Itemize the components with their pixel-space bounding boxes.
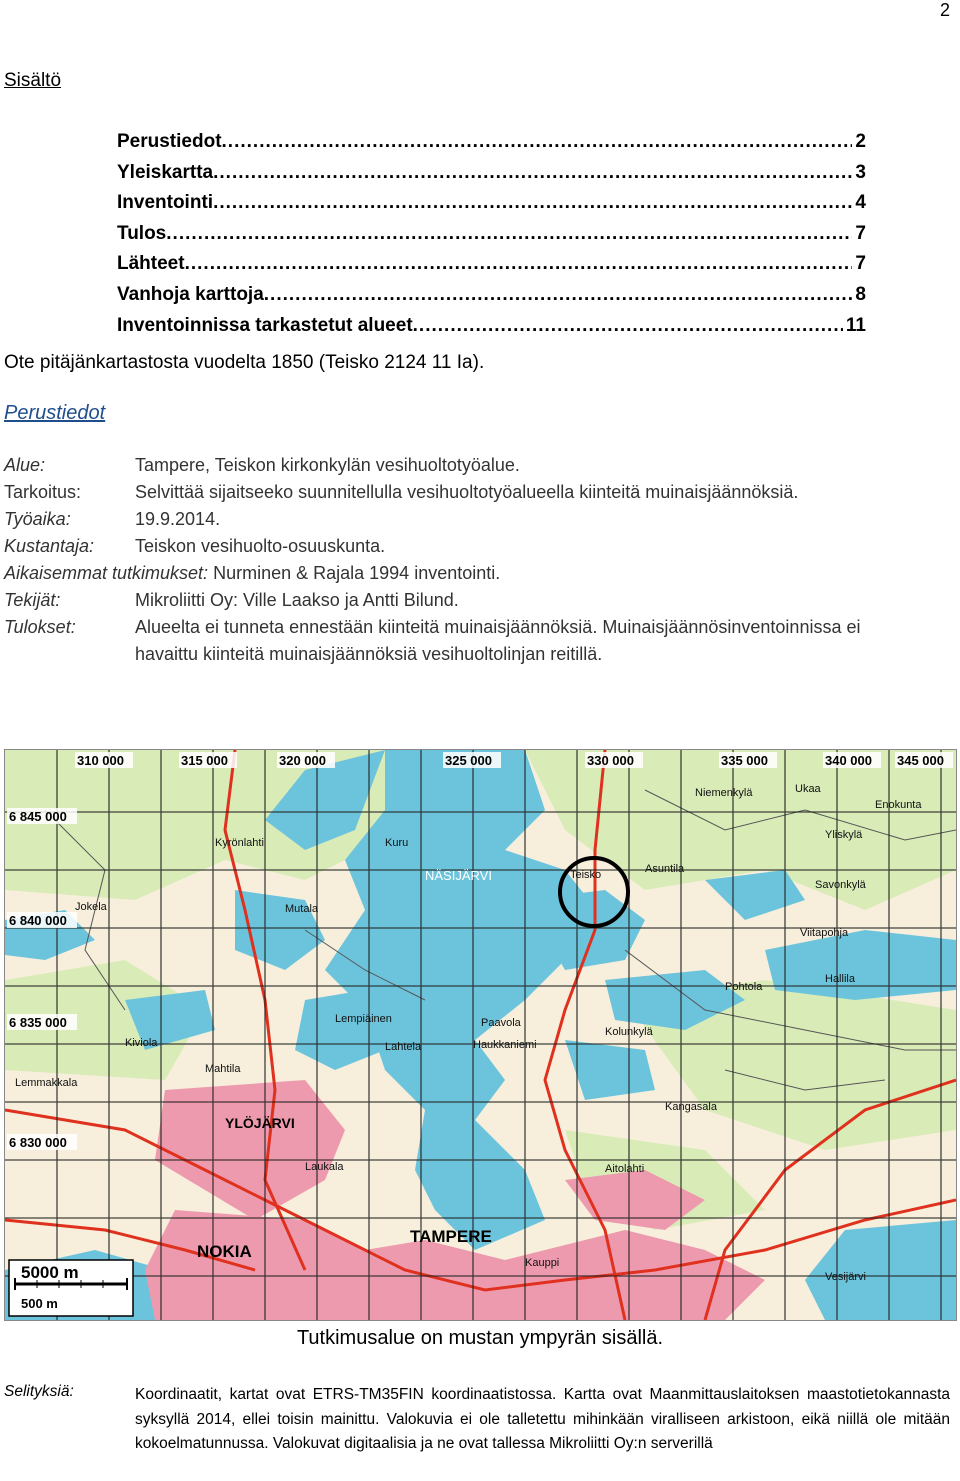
place-label: Lempiäinen <box>335 1013 392 1025</box>
info-key: Työaika: <box>4 509 71 529</box>
info-key: Tulokset: <box>4 617 76 637</box>
info-value: 19.9.2014. <box>135 509 221 529</box>
toc-entry[interactable] <box>117 249 866 280</box>
toc-entry-label: Inventoinnissa tarkastetut alueet <box>117 314 413 336</box>
overview-map <box>4 749 957 1321</box>
info-row-tarkoitus <box>4 479 954 506</box>
toc-entry-page: 7 <box>855 253 866 275</box>
toc-entry-label: Inventointi <box>117 192 214 214</box>
info-value: Mikroliitti Oy: Ville Laakso ja Antti Bilund. <box>135 590 459 610</box>
info-row-aikaisemmat <box>4 560 954 587</box>
place-label: Lemmakkala <box>15 1077 78 1089</box>
place-label: Jokela <box>75 901 107 913</box>
toc-entry-label: Yleiskartta <box>117 161 214 183</box>
toc-entry[interactable] <box>117 311 866 342</box>
info-value: Alueelta ei tunneta ennestään kiinteitä muinaisjäännöksiä. Muinaisjäännösinventoinnissa ei havaittu kiinteitä muinaisjäännöksiä vesihuoltolinjan reitillä. <box>135 617 861 664</box>
place-label: Kuru <box>385 837 409 849</box>
notes-label: Selityksiä: <box>4 1383 74 1400</box>
basic-info-block <box>4 452 954 668</box>
place-label: Kiviola <box>125 1037 158 1049</box>
toc-dot-leader <box>166 219 852 250</box>
info-value: Teiskon vesihuolto-osuuskunta. <box>135 536 386 556</box>
place-label-nokia: NOKIA <box>197 1242 252 1261</box>
info-key: Alue: <box>4 455 46 475</box>
toc-entry-page: 3 <box>855 161 866 183</box>
notes-block <box>4 1383 950 1457</box>
place-label: Savonkylä <box>815 879 866 891</box>
x-tick-label: 340 000 <box>825 753 872 768</box>
place-label: Niemenkylä <box>695 787 753 799</box>
scale-label-small: 500 m <box>21 1296 58 1311</box>
toc-entry-page: 8 <box>855 283 866 305</box>
info-key: Kustantaja: <box>4 536 95 556</box>
toc-entry[interactable] <box>117 280 866 311</box>
notes-text: Koordinaatit, kartat ovat ETRS-TM35FIN koordinaatistossa. Kartta ovat Maanmittauslaitoksen maastotietokannasta syksyllä 2014, ellei toisin mainittu. Valokuvia ei ole talletettu mihinkään viralliseen arkistoon, eikä niillä ole mitään kokoelmatunnussa. Valokuvat digitaalisia ja ne ovat tallessa Mikroliitti Oy:n serverillä <box>135 1386 950 1452</box>
info-value: Nurminen & Rajala 1994 inventointi. <box>213 563 501 583</box>
info-row-tyoaika <box>4 506 954 533</box>
toc-dot-leader <box>185 249 853 280</box>
place-label-lake: NÄSIJÄRVI <box>425 868 492 883</box>
y-tick-label: 6 830 000 <box>9 1135 67 1150</box>
place-label: Kangasala <box>665 1101 717 1113</box>
toc-entry-label: Perustiedot <box>117 131 222 152</box>
place-label: Kauppi <box>525 1257 560 1269</box>
info-key: Aikaisemmat tutkimukset: <box>4 563 209 583</box>
toc-entry-page: 4 <box>855 192 866 214</box>
toc-dot-leader <box>213 158 852 189</box>
place-label: Teisko <box>570 869 602 881</box>
x-tick-label: 310 000 <box>77 753 124 768</box>
place-label: Pohtola <box>725 981 763 993</box>
place-label: Kolunkylä <box>605 1026 653 1038</box>
page-number: 2 <box>939 0 950 20</box>
y-tick-label: 6 845 000 <box>9 809 67 824</box>
place-label: Mutala <box>285 903 319 915</box>
scale-bar <box>9 1260 133 1316</box>
toc-dot-leader <box>264 280 853 311</box>
x-tick-label: 330 000 <box>587 753 634 768</box>
x-tick-label: 325 000 <box>445 753 492 768</box>
x-tick-label: 320 000 <box>279 753 326 768</box>
info-row-tekijat <box>4 587 954 614</box>
place-label: Ukaa <box>795 783 821 795</box>
info-key: Tarkoitus: <box>4 482 82 502</box>
info-value: Selvittää sijaitseeko suunnitellulla vesihuoltotyöalueella kiinteitä muinaisjäännöksiä. <box>135 482 799 502</box>
place-label: Asuntila <box>645 863 685 875</box>
place-label: Viitapohja <box>800 927 849 939</box>
x-tick-label: 315 000 <box>181 753 228 768</box>
toc-dot-leader <box>222 127 853 158</box>
x-tick-label: 335 000 <box>721 753 768 768</box>
toc-entry[interactable] <box>117 219 866 250</box>
y-tick-label: 6 840 000 <box>9 913 67 928</box>
place-label: Hallila <box>825 973 855 985</box>
toc-entry-label: Lähteet <box>117 253 185 275</box>
toc-entry-label: Tulos <box>117 222 167 244</box>
info-key: Tekijät: <box>4 590 61 610</box>
toc-entry-label: Vanhoja karttoja <box>117 283 264 305</box>
info-row-alue <box>4 452 954 479</box>
place-label: Kyrönlahti <box>215 837 264 849</box>
info-row-kustantaja <box>4 533 954 560</box>
place-label: Enokunta <box>875 799 922 811</box>
place-label-ylojarvi: YLÖJÄRVI <box>225 1115 295 1131</box>
table-of-contents <box>117 127 866 341</box>
place-label: Vesijärvi <box>825 1271 866 1283</box>
map-image <box>5 750 956 1320</box>
map-caption: Tutkimusalue on mustan ympyrän sisällä. <box>296 1327 664 1349</box>
toc-entry-page: 11 <box>845 314 866 336</box>
place-label: Lahtela <box>385 1041 422 1053</box>
toc-entry[interactable] <box>117 188 866 219</box>
place-label-tampere: TAMPERE <box>410 1227 492 1246</box>
x-tick-label: 345 000 <box>897 753 944 768</box>
scale-label-big: 5000 m <box>21 1263 79 1282</box>
toc-entry-page: 2 <box>855 131 866 152</box>
toc-heading: Sisältö <box>4 70 62 91</box>
section-heading-perustiedot: Perustiedot <box>4 402 106 424</box>
y-tick-label: 6 835 000 <box>9 1015 67 1030</box>
toc-entry[interactable] <box>117 158 866 189</box>
place-label: Mahtila <box>205 1063 241 1075</box>
place-label: Yliskylä <box>825 829 863 841</box>
toc-dot-leader <box>213 188 852 219</box>
place-label: Aitolahti <box>605 1163 645 1175</box>
place-label: Laukala <box>305 1161 344 1173</box>
toc-dot-leader <box>413 311 843 342</box>
place-label: Paavola <box>481 1017 521 1029</box>
info-row-tulokset <box>4 614 954 668</box>
place-label: Haukkaniemi <box>473 1039 537 1051</box>
map-excerpt-note: Ote pitäjänkartastosta vuodelta 1850 (Teisko 2124 11 Ia). <box>4 352 485 373</box>
toc-entry[interactable] <box>117 127 866 158</box>
info-value: Tampere, Teiskon kirkonkylän vesihuoltotyöalue. <box>135 455 520 475</box>
toc-entry-page: 7 <box>855 222 866 244</box>
